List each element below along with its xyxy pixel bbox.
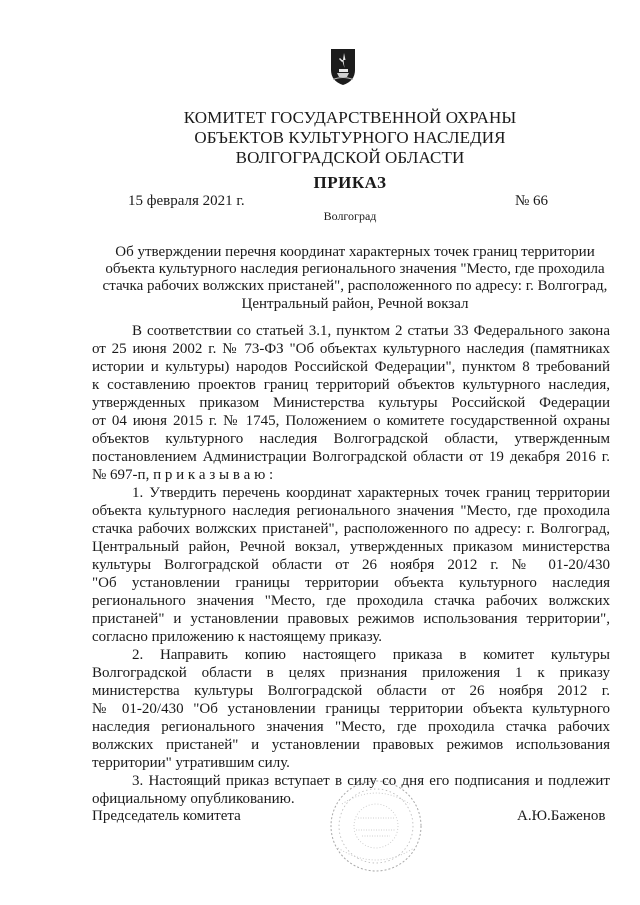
item-1-line: стачка рабочих волжских пристаней", расположенного по адресу: г. Волгоград, [92,521,610,537]
item-1-line: регионального значения "Место, где проходила стачка рабочих волжских [92,593,610,609]
item-1-line: пристаней" и установлении правовых режимов использования территории", [92,611,610,627]
body-line: № 697-п, п р и к а з ы в а ю : [92,467,274,483]
item-3-line: 3. Настоящий приказ вступает в силу со дня его подписания и подлежит [132,773,610,789]
signer-title: Председатель комитета [92,808,241,824]
item-1-line: "Об установлении границы территории объекта культурного наследия [92,575,610,591]
subject-line: стачка рабочих волжских пристаней", расположенного по адресу: г. Волгоград, [102,278,608,295]
body-line: от 04 июня 2015 г. № 1745, Положением о комитете государственной охраны [92,413,610,429]
body-line: постановлением Администрации Волгоградской области от 19 декабря 2016 г. [92,449,610,465]
body-line: к составлению проектов границ территорий объектов культурного наследия, [92,377,610,393]
item-1-line: культуры Волгоградской области от 26 ноября 2012 г. № 01-20/430 [92,557,610,573]
order-number: № 66 [515,193,549,209]
body-line: истории и культуры) народов Российской Федерации", пунктом 8 требований [92,359,610,375]
org-name-line-1: КОМИТЕТ ГОСУДАРСТВЕННОЙ ОХРАНЫ [183,108,517,127]
item-2-line: наследия регионального значения "Место, где проходила стачка рабочих [92,719,610,735]
item-1-line: согласно приложению к настоящему приказу. [92,629,383,645]
item-2-line: Волгоградской области в целях признания приложения 1 к приказу [92,665,610,681]
official-stamp-icon [328,778,424,874]
item-2-line: территории" утратившим силу. [92,755,290,771]
document-type: ПРИКАЗ [313,173,387,192]
item-1-line: объекта культурного наследия регионального значения "Место, где проходила [92,503,610,519]
item-2-line: 2. Направить копию настоящего приказа в комитет культуры [132,647,610,663]
item-1-line: 1. Утвердить перечень координат характерных точек границ территории [132,485,610,501]
subject-line: объекта культурного наследия регионального значения "Место, где проходила [105,261,605,278]
body-line: утвержденных приказом Министерства культуры Российской Федерации [92,395,610,411]
item-3-line: официальному опубликованию. [92,791,295,807]
order-city: Волгоград [323,209,377,223]
signer-name: А.Ю.Баженов [517,808,606,824]
item-2-line: министерства культуры Волгоградской области от 26 ноября 2012 г. [92,683,610,699]
item-2-line: волжских пристаней" и установлении правовых режимов использования [92,737,610,753]
order-date: 15 февраля 2021 г. [128,193,245,209]
subject-line: Об утверждении перечня координат характерных точек границ территории [115,244,595,260]
subject-line: Центральный район, Речной вокзал [241,295,469,312]
item-2-line: № 01-20/430 "Об установлении границы территории объекта культурного [92,701,610,717]
coat-of-arms-icon [330,48,356,86]
body-line: В соответствии со статьей 3.1, пунктом 2 статьи 33 Федерального закона [132,323,610,339]
order-subject [92,244,618,313]
body-line: от 25 июня 2002 г. № 73-ФЗ "Об объектах культурного наследия (памятниках [92,341,610,357]
org-name-line-3: ВОЛГОГРАДСКОЙ ОБЛАСТИ [235,148,465,167]
body-line: объектов культурного наследия Волгоградской области, утвержденным [92,431,610,447]
org-name-line-2: ОБЪЕКТОВ КУЛЬТУРНОГО НАСЛЕДИЯ [194,128,506,147]
item-1-line: Центральный район, Речной вокзал, утвержденных приказом министерства [92,539,610,555]
